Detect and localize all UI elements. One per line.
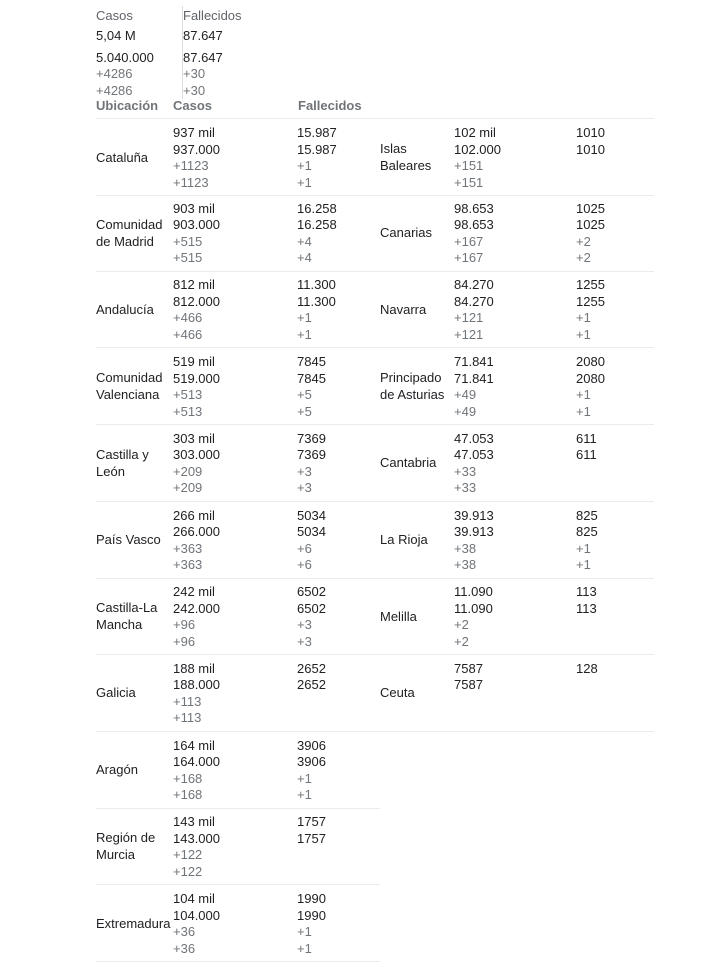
deaths-delta: +1 [297, 174, 312, 190]
cases-short: 937 mil [173, 125, 215, 140]
deaths-value: 11.300 [297, 277, 336, 293]
deaths-delta: +1 [297, 326, 312, 342]
deaths-delta: +1 [297, 787, 312, 803]
cases-short: 71.841 [454, 354, 494, 370]
deaths-value: 15.987 [297, 125, 337, 140]
region-row[interactable] [96, 195, 380, 272]
deaths-cell [576, 431, 597, 464]
deaths-value: 7369 [297, 447, 326, 463]
cases-delta: +168 [173, 770, 203, 786]
cases-full: 903.000 [173, 217, 220, 233]
cases-delta: +33 [454, 480, 477, 496]
deaths-delta: +1 [576, 540, 591, 556]
cases-delta: +1123 [173, 174, 209, 190]
region-row[interactable] [378, 502, 654, 579]
region-row[interactable] [96, 732, 380, 809]
cases-delta: +113 [173, 693, 202, 709]
region-name: Comunidad de Madrid [96, 216, 163, 249]
cases-delta: +36 [173, 940, 196, 956]
deaths-value: 7845 [297, 354, 326, 370]
deaths-value: 3906 [297, 754, 326, 770]
cases-short: 84.270 [454, 277, 494, 293]
cases-delta: +1123 [173, 158, 209, 173]
deaths-cell [576, 277, 605, 343]
cases-cell [173, 201, 220, 267]
cases-cell [173, 508, 220, 574]
cases-short: 188 mil [173, 660, 215, 676]
region-name: Andalucía [96, 301, 154, 317]
cases-full: 164.000 [173, 754, 220, 770]
cases-delta: +466 [173, 326, 203, 342]
region-name: Comunidad Valenciana [96, 370, 163, 403]
deaths-value: 15.987 [297, 141, 337, 157]
deaths-value: 113 [576, 584, 597, 600]
deaths-delta: +1 [576, 310, 591, 326]
region-name: Extremadura [96, 915, 171, 931]
cases-full: 266.000 [173, 524, 220, 539]
deaths-cell [576, 508, 598, 574]
cases-delta: +515 [173, 250, 203, 266]
cases-short: 98.653 [454, 200, 494, 216]
cases-delta: +121 [454, 310, 484, 326]
region-row[interactable] [96, 425, 380, 502]
cases-delta: +168 [173, 787, 203, 803]
cases-cell [454, 354, 494, 420]
cases-short: 102 mil [454, 125, 496, 140]
cases-delta: +2 [454, 617, 469, 633]
deaths-delta: +1 [576, 557, 591, 572]
deaths-value: 16.258 [297, 200, 337, 216]
deaths-cell [297, 354, 326, 420]
cases-cell [173, 738, 220, 804]
summary-cases-delta: +4286 [96, 66, 133, 81]
region-row[interactable] [378, 348, 654, 425]
deaths-delta: +3 [297, 617, 312, 633]
region-row[interactable] [378, 271, 654, 348]
region-row[interactable] [378, 655, 654, 732]
deaths-value: 3906 [297, 737, 326, 753]
cases-delta: +167 [454, 233, 484, 249]
cases-cell [173, 431, 220, 497]
deaths-delta: +1 [297, 158, 312, 173]
deaths-value: 1255 [576, 293, 605, 309]
cases-short: 39.913 [454, 507, 494, 523]
deaths-delta: +3 [297, 633, 312, 649]
deaths-delta: +3 [297, 480, 312, 496]
cases-delta: +113 [173, 710, 202, 726]
cases-cell [173, 661, 220, 727]
cases-delta: +49 [454, 403, 477, 419]
summary-deaths-full: 87.647 [183, 50, 223, 65]
deaths-value: 1025 [576, 200, 605, 216]
summary-deaths-short: 87.647 [183, 28, 223, 43]
region-row[interactable] [378, 578, 654, 655]
cases-full: 143.000 [173, 830, 220, 846]
region-row[interactable] [96, 578, 380, 655]
cases-full: 11.090 [454, 600, 493, 616]
cases-cell [454, 125, 501, 191]
cases-delta: +151 [454, 158, 484, 173]
deaths-value: 6502 [297, 600, 326, 616]
deaths-delta: +1 [297, 770, 312, 786]
region-name: Canarias [380, 225, 433, 241]
deaths-cell [576, 661, 598, 678]
region-name: Cantabria [380, 455, 437, 471]
cases-delta: +167 [454, 250, 484, 266]
deaths-value: 5034 [297, 507, 326, 523]
deaths-value: 2652 [297, 677, 326, 693]
deaths-value: 1990 [297, 891, 326, 906]
deaths-cell [576, 201, 605, 267]
cases-cell [454, 584, 493, 650]
deaths-value: 1255 [576, 277, 605, 293]
cases-delta: +363 [173, 540, 203, 556]
deaths-value: 5034 [297, 524, 326, 539]
cases-delta: +466 [173, 310, 203, 326]
cases-short: 7587 [454, 660, 483, 676]
cases-delta: +151 [454, 174, 484, 190]
deaths-delta: +1 [576, 387, 591, 403]
cases-short: 812 mil [173, 277, 215, 293]
deaths-value: 611 [576, 430, 597, 446]
cases-cell [173, 125, 220, 191]
cases-full: 39.913 [454, 524, 494, 539]
cases-delta: +36 [173, 924, 196, 939]
deaths-cell [297, 891, 326, 957]
cases-short: 104 mil [173, 891, 215, 906]
region-name: Galicia [96, 685, 136, 701]
region-name: Aragón [96, 762, 138, 778]
cases-full: 303.000 [173, 447, 220, 463]
deaths-cell [576, 584, 597, 617]
region-name: Islas Baleares [380, 141, 432, 173]
header-deaths[interactable]: Fallecidos [298, 98, 362, 113]
deaths-value: 1010 [576, 125, 605, 140]
deaths-cell [297, 814, 326, 847]
deaths-value: 1990 [297, 907, 326, 923]
cases-cell [454, 508, 494, 574]
header-cases[interactable]: Casos [173, 98, 213, 113]
cases-delta: +38 [454, 557, 477, 572]
cases-full: 84.270 [454, 293, 494, 309]
region-name: Cataluña [96, 149, 149, 165]
deaths-value: 7845 [297, 370, 326, 386]
region-row[interactable] [96, 502, 380, 579]
deaths-cell [297, 661, 326, 694]
header-location[interactable]: Ubicación [96, 98, 159, 113]
deaths-cell [297, 431, 326, 497]
deaths-value: 2080 [576, 370, 605, 386]
deaths-value: 1025 [576, 217, 605, 233]
cases-cell [454, 201, 494, 267]
deaths-value: 1757 [297, 814, 326, 830]
cases-short: 11.090 [454, 584, 493, 600]
deaths-value: 7369 [297, 430, 326, 446]
deaths-value: 611 [576, 447, 597, 463]
cases-cell [173, 354, 220, 420]
region-name: País Vasco [96, 532, 161, 547]
cases-full: 102.000 [454, 141, 501, 157]
cases-delta: +49 [454, 387, 477, 403]
region-name: Castilla-La Mancha [96, 600, 158, 633]
cases-delta: +122 [173, 863, 203, 879]
region-name: Principado de Asturias [380, 370, 445, 403]
summary-cases-column [96, 6, 166, 99]
deaths-value: 128 [576, 660, 598, 676]
region-row[interactable] [96, 885, 380, 962]
cases-full: 104.000 [173, 907, 220, 923]
cases-delta: +33 [454, 463, 477, 479]
cases-full: 47.053 [454, 447, 494, 463]
deaths-cell [576, 125, 605, 158]
cases-full: 188.000 [173, 677, 220, 693]
deaths-cell [297, 508, 326, 574]
cases-full: 937.000 [173, 141, 220, 157]
deaths-value: 11.300 [297, 293, 336, 309]
deaths-cell [297, 125, 337, 191]
deaths-value: 825 [576, 507, 598, 523]
cases-short: 47.053 [454, 430, 494, 446]
summary-cases-full: 5.040.000 [96, 50, 154, 65]
region-row[interactable] [378, 195, 654, 272]
deaths-cell [297, 584, 326, 650]
summary-deaths-column [182, 6, 283, 99]
cases-short: 303 mil [173, 430, 215, 446]
cases-delta: +2 [454, 633, 469, 649]
cases-short: 143 mil [173, 814, 215, 830]
summary-panel [96, 6, 296, 98]
region-name: Castilla y León [96, 446, 149, 479]
region-row[interactable] [378, 425, 654, 502]
region-name: La Rioja [380, 532, 428, 547]
cases-delta: +209 [173, 480, 203, 496]
deaths-value: 16.258 [297, 217, 337, 233]
cases-cell [454, 661, 483, 694]
deaths-delta: +6 [297, 540, 312, 556]
cases-short: 903 mil [173, 200, 215, 216]
deaths-delta: +1 [576, 326, 591, 342]
cases-delta: +209 [173, 463, 203, 479]
cases-delta: +513 [173, 403, 203, 419]
deaths-value: 113 [576, 600, 597, 616]
cases-cell [173, 814, 220, 880]
cases-delta: +96 [173, 617, 196, 633]
deaths-delta: +4 [297, 233, 312, 249]
cases-full: 71.841 [454, 370, 494, 386]
deaths-cell [297, 201, 337, 267]
deaths-value: 825 [576, 524, 598, 539]
cases-full: 242.000 [173, 600, 220, 616]
cases-short: 164 mil [173, 737, 215, 753]
deaths-value: 2080 [576, 354, 605, 370]
region-name: Región de Murcia [96, 830, 156, 863]
summary-cases-label: Casos [96, 8, 133, 23]
region-row[interactable] [96, 271, 380, 348]
summary-deaths-label: Fallecidos [183, 8, 242, 23]
cases-cell [173, 277, 220, 343]
deaths-delta: +5 [297, 387, 312, 403]
deaths-delta: +6 [297, 557, 312, 572]
deaths-delta: +1 [297, 310, 312, 326]
summary-deaths-delta: +30 [183, 66, 206, 81]
deaths-delta: +5 [297, 403, 312, 419]
region-row[interactable] [96, 348, 380, 425]
cases-full: 812.000 [173, 293, 220, 309]
cases-short: 242 mil [173, 584, 215, 600]
cases-cell [173, 891, 220, 957]
cases-short: 519 mil [173, 354, 215, 370]
cases-delta: +38 [454, 540, 477, 556]
deaths-value: 1757 [297, 830, 326, 846]
cases-cell [454, 431, 494, 497]
region-name: Ceuta [380, 685, 415, 701]
cases-delta: +515 [173, 233, 203, 249]
cases-cell [454, 277, 494, 343]
summary-cases-short: 5,04 M [96, 28, 136, 43]
cases-short: 266 mil [173, 507, 215, 523]
deaths-delta: +1 [297, 940, 312, 956]
deaths-delta: +2 [576, 233, 591, 249]
cases-full: 519.000 [173, 370, 220, 386]
deaths-delta: +2 [576, 250, 591, 266]
deaths-value: 2652 [297, 660, 326, 676]
deaths-value: 1010 [576, 141, 605, 157]
deaths-value: 6502 [297, 584, 326, 600]
deaths-cell [297, 277, 336, 343]
deaths-delta: +1 [297, 924, 312, 939]
region-row[interactable] [96, 118, 380, 196]
region-name: Melilla [380, 608, 417, 624]
deaths-cell [297, 738, 326, 804]
region-row[interactable] [96, 808, 380, 885]
cases-delta: +513 [173, 387, 203, 403]
cases-delta: +96 [173, 633, 196, 649]
cases-delta: +122 [173, 847, 203, 863]
summary-cases-delta: +4286 [96, 82, 133, 98]
deaths-delta: +1 [576, 403, 591, 419]
cases-delta: +121 [454, 326, 484, 342]
deaths-delta: +4 [297, 250, 312, 266]
deaths-delta: +3 [297, 463, 312, 479]
deaths-cell [576, 354, 605, 420]
cases-full: 98.653 [454, 217, 494, 233]
region-name: Navarra [380, 301, 427, 317]
cases-delta: +363 [173, 557, 203, 572]
cases-cell [173, 584, 220, 650]
region-row[interactable] [96, 655, 380, 732]
cases-full: 7587 [454, 677, 483, 693]
summary-deaths-delta: +30 [183, 82, 206, 98]
region-row[interactable] [378, 118, 654, 196]
